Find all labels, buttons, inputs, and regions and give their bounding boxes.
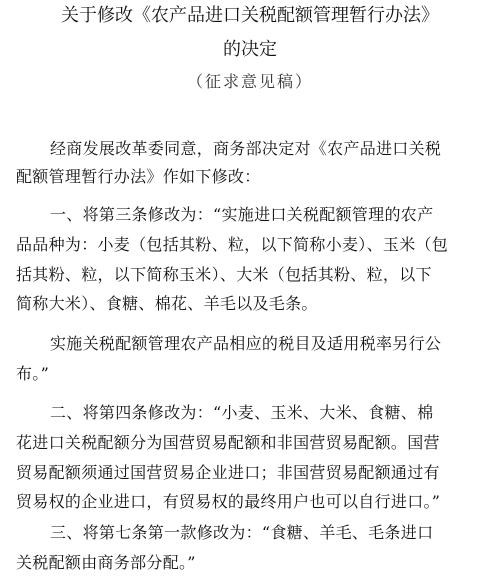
body-line-6: 简称大米）、食糖、棉花、羊毛以及毛条。 — [16, 294, 318, 313]
body-line-10: 花进口关税配额分为国营贸易配额和非国营贸易配额。国营 — [16, 433, 440, 452]
body-line-5: 括其粉、粒，以下简称玉米）、大米（包括其粉、粒，以下 — [16, 265, 432, 284]
body-line-8: 布。” — [16, 364, 50, 383]
body-line-9: 二、将第四条修改为：“小麦、玉米、大米、食糖、棉 — [50, 403, 434, 422]
document-title-line-1: 关于修改《农产品进口关税配额管理暂行办法》 — [61, 5, 439, 26]
body-line-1: 经商发展改革委同意，商务部决定对《农产品进口关税 — [50, 139, 442, 158]
body-line-4: 品品种为：小麦（包括其粉、粒，以下简称小麦）、玉米（包 — [16, 235, 449, 254]
document-subtitle: （征求意见稿） — [186, 72, 313, 91]
document-title-line-2: 的决定 — [223, 39, 277, 60]
body-line-3: 一、将第三条修改为：“实施进口关税配额管理的农产 — [50, 205, 434, 224]
body-line-11: 贸易配额须通过国营贸易企业进口；非国营贸易配额通过有 — [16, 463, 440, 482]
body-line-2: 配额管理暂行办法》作如下修改： — [16, 167, 261, 186]
body-line-13: 三、将第七条第一款修改为：“食糖、羊毛、毛条进口 — [50, 523, 434, 542]
body-line-12: 贸易权的企业进口，有贸易权的最终用户也可以自行进口。” — [16, 492, 441, 511]
body-line-7: 实施关税配额管理农产品相应的税目及适用税率另行公 — [50, 334, 442, 353]
body-line-14: 关税配额由商务部分配。” — [16, 553, 196, 572]
